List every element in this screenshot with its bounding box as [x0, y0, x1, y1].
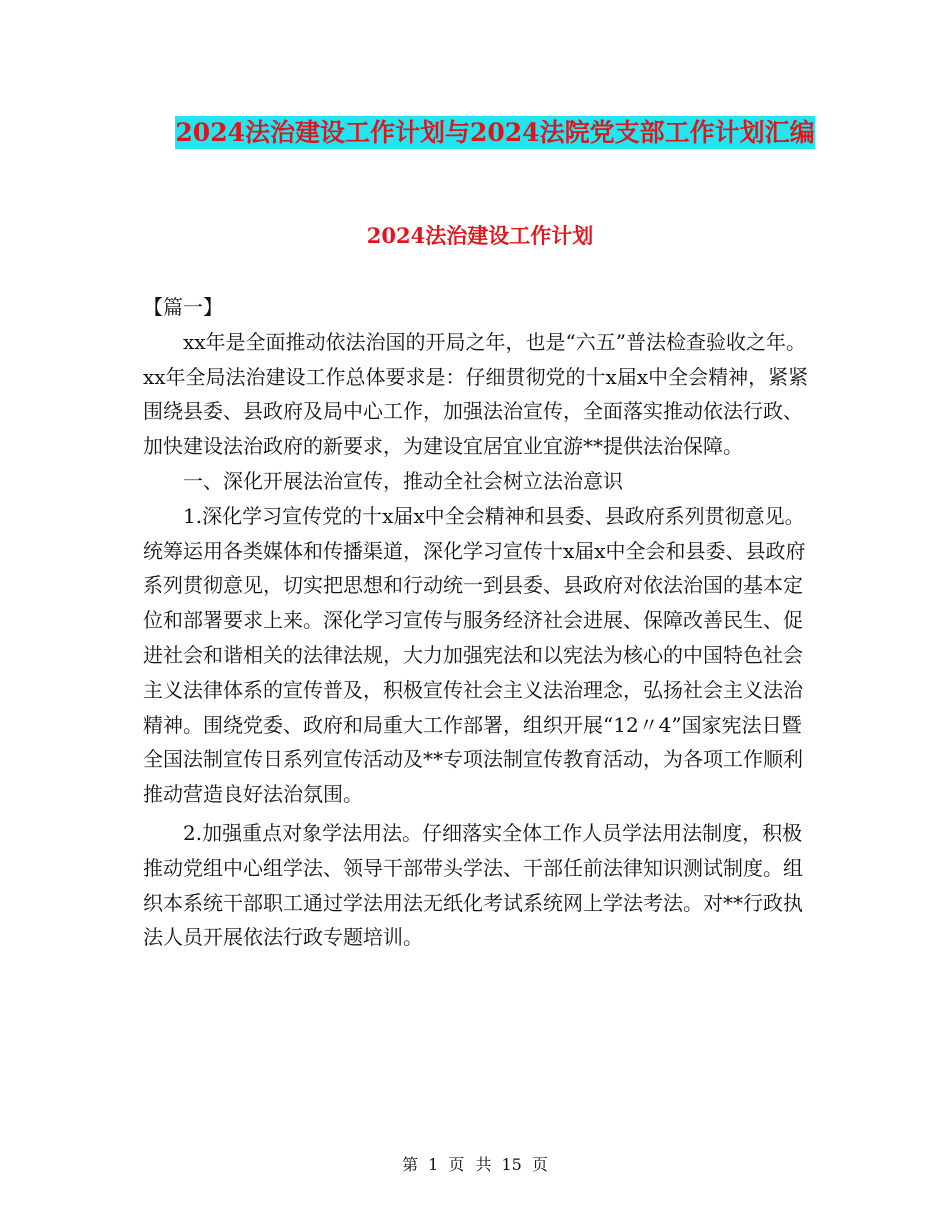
- document-title-text: 2024法治建设工作计划与2024法院党支部工作计划汇编: [175, 118, 815, 147]
- footer-total-pages: 15: [501, 1155, 522, 1174]
- paragraph-intro: xx年是全面推动依法治国的开局之年，也是“六五”普法检查验收之年。xx年全局法治建设工作总体要求是：仔细贯彻党的十x届x中全会精神，紧紧围绕县委、县政府及局中心工作，加强法治宣传，全面落实推动依法行政、加快建设法治政府的新要求，为建设宜居宜业宜游**提供法治保障。: [143, 329, 809, 459]
- document-title: [150, 108, 840, 158]
- footer-suffix: 页: [531, 1155, 548, 1174]
- page-footer: [0, 1152, 950, 1175]
- part-label: 【篇一】: [143, 295, 223, 319]
- section-title: 2024法治建设工作计划: [366, 223, 594, 248]
- document-body: [143, 290, 809, 955]
- heading-one: 一、深化开展法治宣传，推动全社会树立法治意识: [183, 468, 623, 493]
- paragraph-item-1: 1.深化学习宣传党的十x届x中全会精神和县委、县政府系列贯彻意见。统筹运用各类媒体和传播渠道，深化学习宣传十x届x中全会和县委、县政府系列贯彻意见，切实把思想和行动统一到县委、县政府对依法治国的基本定位和部署要求上来。深化学习宣传与服务经济社会进展、保障改善民生、促进社会和谐相关的法律法规，大力加强宪法和以宪法为核心的中国特色社会主义法律体系的宣传普及，积极宣传社会主义法治理念，弘扬社会主义法治精神。围绕党委、政府和局重大工作部署，组织开展“12〃4”国家宪法日暨全国法制宣传日系列宣传活动及**专项法制宣传教育活动，为各项工作顺利推动营造良好法治氛围。: [143, 503, 806, 807]
- footer-prefix: 第: [402, 1155, 419, 1174]
- footer-mid: 页 共: [448, 1155, 492, 1174]
- footer-page-number: 1: [428, 1155, 439, 1174]
- paragraph-item-2: 2.加强重点对象学法用法。仔细落实全体工作人员学法用法制度，积极推动党组中心组学法、领导干部带头学法、干部任前法律知识测试制度。组织本系统干部职工通过学法用法无纸化考试系统网上学法考法。对**行政执法人员开展依法行政专题培训。: [143, 820, 803, 950]
